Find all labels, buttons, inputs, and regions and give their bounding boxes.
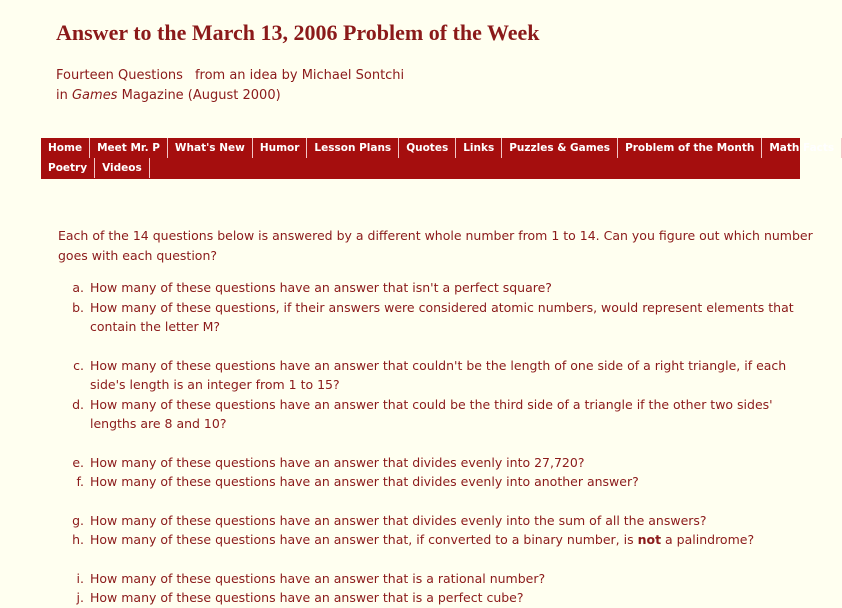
nav-row-1 bbox=[41, 138, 842, 158]
question-j bbox=[58, 588, 818, 608]
question-letter: h. bbox=[72, 532, 84, 547]
nav-link-links[interactable]: Links bbox=[456, 138, 502, 158]
question-d bbox=[58, 395, 818, 434]
nav-link-puzzles-games[interactable]: Puzzles & Games bbox=[502, 138, 618, 158]
question-spacer bbox=[58, 337, 818, 356]
question-letter: c. bbox=[73, 357, 84, 373]
page-subtitle bbox=[56, 66, 404, 106]
question-text: How many of these questions have an answer that divides evenly into the sum of all the answers? bbox=[90, 512, 707, 528]
question-f bbox=[58, 472, 818, 492]
question-letter: f. bbox=[76, 474, 84, 489]
question-h bbox=[58, 530, 818, 550]
question-text-end: a palindrome? bbox=[661, 532, 755, 547]
question-text: How many of these questions have an answer that divides evenly into another answer? bbox=[90, 474, 639, 489]
subtitle-in: in bbox=[56, 88, 72, 103]
question-letter: g. bbox=[72, 512, 84, 528]
question-text: How many of these questions have an answer that divides evenly into 27,720? bbox=[90, 454, 585, 470]
nav-link-math-facts[interactable]: Math Facts bbox=[762, 138, 842, 158]
question-letter: d. bbox=[72, 396, 84, 412]
question-e bbox=[58, 453, 818, 473]
question-text: How many of these questions have an answer that is a perfect cube? bbox=[90, 590, 524, 605]
subtitle-credit: from an idea by Michael Sontchi bbox=[194, 68, 405, 83]
question-text: How many of these questions have an answer that, if converted to a binary number, is bbox=[90, 532, 638, 547]
question-text: How many of these questions have an answer that is a rational number? bbox=[90, 570, 546, 586]
nav-link-humor[interactable]: Humor bbox=[253, 138, 308, 158]
page-title: Answer to the March 13, 2006 Problem of the Week bbox=[56, 20, 540, 45]
question-spacer bbox=[58, 550, 818, 569]
question-letter: j. bbox=[76, 590, 84, 605]
subtitle-line-1 bbox=[56, 66, 404, 86]
nav-bar bbox=[41, 138, 835, 179]
question-text: How many of these questions have an answer that couldn't be the length of one side of a right triangle, if each side's length is an integer from 1 to 15? bbox=[90, 357, 787, 392]
question-a bbox=[58, 278, 818, 298]
question-g bbox=[58, 511, 818, 531]
subtitle-line-2 bbox=[56, 86, 404, 106]
subtitle-puzzle-name: Fourteen Questions bbox=[56, 68, 183, 83]
nav-row-2 bbox=[41, 158, 150, 178]
nav-link-problem-of-the-month[interactable]: Problem of the Month bbox=[618, 138, 762, 158]
question-letter: b. bbox=[72, 299, 84, 315]
question-spacer bbox=[58, 492, 818, 511]
subtitle-magazine-issue: Magazine (August 2000) bbox=[117, 88, 281, 103]
nav-link-home[interactable]: Home bbox=[41, 138, 90, 158]
nav-link-videos[interactable]: Videos bbox=[95, 158, 150, 178]
question-spacer bbox=[58, 434, 818, 453]
question-text: How many of these questions have an answer that could be the third side of a triangle if the other two sides' lengths are 8 and 10? bbox=[90, 396, 773, 431]
nav-link-whats-new[interactable]: What's New bbox=[168, 138, 253, 158]
question-list bbox=[58, 278, 818, 608]
question-emphasis: not bbox=[637, 532, 662, 547]
question-text: How many of these questions have an answer that isn't a perfect square? bbox=[90, 280, 552, 295]
nav-link-quotes[interactable]: Quotes bbox=[399, 138, 456, 158]
question-text: How many of these questions, if their answers were considered atomic numbers, would represent elements that contain the letter M? bbox=[90, 299, 794, 334]
question-b bbox=[58, 298, 818, 337]
nav-link-poetry[interactable]: Poetry bbox=[41, 158, 95, 178]
nav-link-meet-mr-p[interactable]: Meet Mr. P bbox=[90, 138, 168, 158]
question-letter: a. bbox=[72, 280, 84, 295]
question-c bbox=[58, 356, 818, 395]
question-letter: e. bbox=[72, 454, 84, 470]
intro-paragraph: Each of the 14 questions below is answered by a different whole number from 1 to 14. Can you figure out which number goes with each question? bbox=[58, 228, 813, 263]
nav-link-lesson-plans[interactable]: Lesson Plans bbox=[307, 138, 399, 158]
question-i bbox=[58, 569, 818, 589]
question-letter: i. bbox=[76, 570, 84, 586]
subtitle-magazine-name: Games bbox=[71, 88, 118, 103]
